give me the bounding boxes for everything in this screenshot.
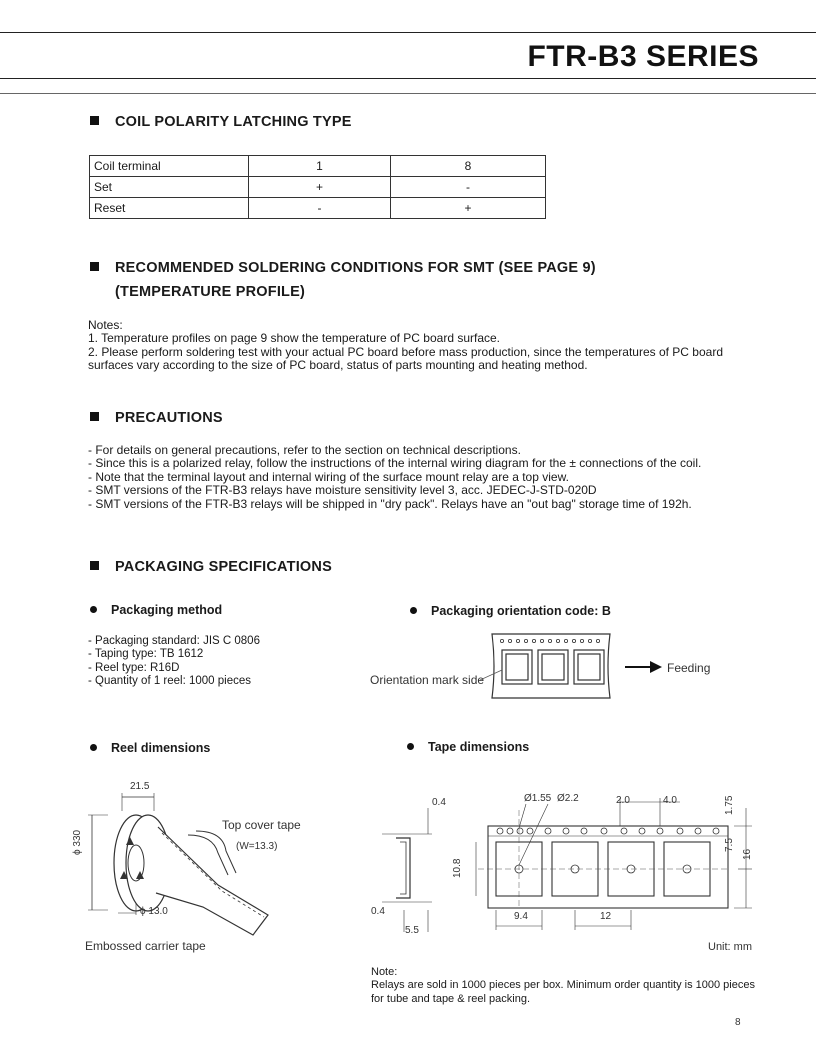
- bullet-dot-icon: [410, 607, 417, 614]
- subheading-orientation: Packaging orientation code: B: [410, 604, 611, 618]
- tape-dim-175: 1.75: [724, 795, 735, 815]
- table-header-row: [90, 156, 546, 177]
- list-item: - SMT versions of the FTR-B3 relays have moisture sensitivity level 3, acc. JEDEC-J-STD-020D: [88, 483, 597, 498]
- tape-dim-94: 9.4: [514, 911, 528, 922]
- list-item: - Note that the terminal layout and internal wiring of the surface mount relay are a top view.: [88, 469, 569, 484]
- section-subheading-soldering: (TEMPERATURE PROFILE): [115, 284, 306, 300]
- table-row: [90, 177, 546, 198]
- list-item: - Since this is a polarized relay, follow the instructions of the internal wiring diagram for the ± connections of the coil.: [88, 456, 702, 471]
- table-cell: +: [391, 198, 546, 219]
- table-cell: Reset: [90, 198, 249, 219]
- tape-dim-04-top: 0.4: [432, 797, 446, 808]
- reel-diagram: [78, 775, 308, 945]
- precautions-list: [88, 444, 701, 511]
- table-cell: 1: [249, 156, 391, 177]
- orientation-mark-label: Orientation mark side: [370, 673, 485, 687]
- list-item: - Taping type: TB 1612: [88, 648, 204, 661]
- tape-dim-hole2: Ø2.2: [557, 793, 579, 804]
- note-line: 1. Temperature profiles on page 9 show the temperature of PC board surface.: [88, 331, 501, 346]
- note-line: surfaces vary according to the size of PC board, status of parts mounting and heating method.: [88, 358, 588, 373]
- table-cell: -: [249, 198, 391, 219]
- note-line: 2. Please perform soldering test with your actual PC board before mass production, since the temperatures of PC board: [88, 344, 723, 359]
- table-cell: +: [249, 177, 391, 198]
- list-item: - Reel type: R16D: [88, 661, 180, 674]
- section-heading-coil: COIL POLARITY LATCHING TYPE: [90, 114, 352, 130]
- list-item: - SMT versions of the FTR-B3 relays will be shipped in "dry pack". Relays have an "out bag" storage time of 192h.: [88, 496, 692, 511]
- footer-note: [371, 966, 755, 1006]
- unit-label: Unit: mm: [708, 941, 752, 953]
- section-heading-packaging: PACKAGING SPECIFICATIONS: [90, 559, 332, 575]
- tape-dim-04-bottom: 0.4: [371, 906, 385, 917]
- table-cell: 8: [391, 156, 546, 177]
- bullet-square-icon: [90, 561, 99, 570]
- tape-dim-75: 7.5: [724, 838, 735, 852]
- bullet-dot-icon: [90, 606, 97, 613]
- page-title: FTR-B3 SERIES: [527, 40, 759, 73]
- reel-hub-label: ϕ 13.0: [140, 906, 168, 917]
- subheading-packaging-method: Packaging method: [90, 603, 222, 617]
- tape-dim-40: 4.0: [663, 795, 677, 806]
- bullet-square-icon: [90, 116, 99, 125]
- footer-note-line: Relays are sold in 1000 pieces per box. Minimum order quantity is 1000 pieces: [371, 979, 755, 992]
- carrier-tape-label: Embossed carrier tape: [85, 939, 206, 953]
- tape-width-label: (W=13.3): [236, 841, 278, 852]
- table-cell: -: [391, 177, 546, 198]
- page-number: 8: [735, 1017, 741, 1028]
- tape-diagram: [368, 790, 768, 940]
- footer-note-label: Note:: [371, 966, 398, 978]
- header-top-rule: [0, 32, 816, 33]
- tape-dim-55: 5.5: [405, 925, 419, 936]
- tape-dim-12: 12: [600, 911, 612, 922]
- bullet-dot-icon: [90, 744, 97, 751]
- subheading-tape: Tape dimensions: [407, 740, 529, 754]
- tape-dim-108: 10.8: [452, 858, 463, 878]
- notes-label: Notes:: [88, 318, 123, 332]
- coil-polarity-table: [89, 155, 546, 219]
- footer-note-line: for tube and tape & reel packing.: [371, 992, 530, 1005]
- notes-block: [88, 319, 723, 373]
- header-thin-rule: [0, 93, 816, 94]
- packaging-method-list: [88, 635, 260, 689]
- top-cover-tape-label: Top cover tape: [222, 818, 301, 832]
- table-cell: Set: [90, 177, 249, 198]
- list-item: - Quantity of 1 reel: 1000 pieces: [88, 675, 252, 688]
- table-row: [90, 198, 546, 219]
- subheading-reel: Reel dimensions: [90, 741, 210, 755]
- section-heading-precautions: PRECAUTIONS: [90, 410, 223, 426]
- list-item: - Packaging standard: JIS C 0806: [88, 635, 260, 647]
- list-item: - For details on general precautions, refer to the section on technical descriptions.: [88, 443, 521, 457]
- tape-dim-16: 16: [742, 848, 753, 860]
- header-bottom-rule: [0, 78, 816, 79]
- reel-diameter-label: ϕ 330: [72, 829, 83, 855]
- tape-dim-hole1: Ø1.55: [524, 793, 552, 804]
- reel-width-label: 21.5: [130, 781, 150, 792]
- bullet-dot-icon: [407, 743, 414, 750]
- tape-dim-20: 2.0: [616, 795, 630, 806]
- table-cell: Coil terminal: [90, 156, 249, 177]
- bullet-square-icon: [90, 262, 99, 271]
- section-heading-soldering: RECOMMENDED SOLDERING CONDITIONS FOR SMT (SEE PAGE 9): [90, 260, 596, 276]
- bullet-square-icon: [90, 412, 99, 421]
- feeding-label: Feeding: [667, 661, 711, 675]
